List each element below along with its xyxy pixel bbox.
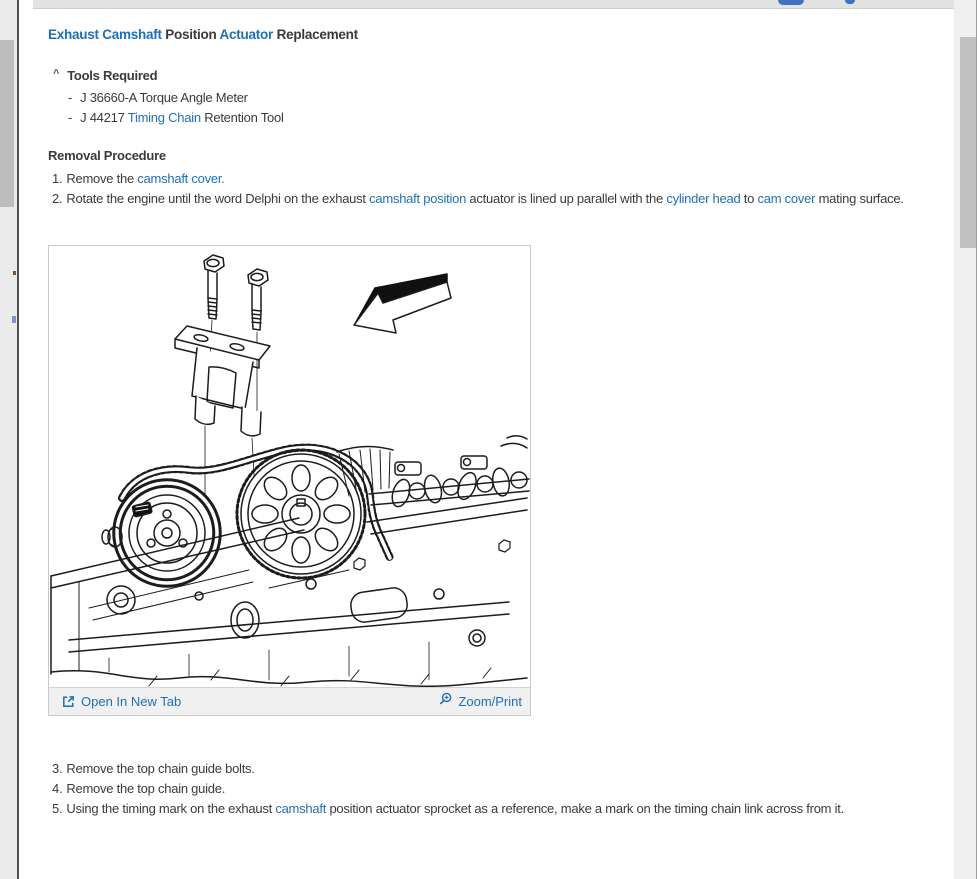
cam-cover-link[interactable]: cam cover [757, 191, 816, 206]
left-panel-scrollbar-thumb[interactable] [0, 40, 14, 207]
scrollbar-thumb[interactable] [960, 37, 976, 248]
procedure-step-5 [48, 799, 947, 819]
tools-required-heading [48, 68, 947, 83]
open-in-new-tab-icon [61, 694, 76, 709]
figure-box [48, 245, 531, 716]
list-item [48, 108, 947, 128]
step-text: Remove the [66, 171, 138, 186]
title-text: Position [161, 27, 220, 42]
step-text: to [740, 191, 758, 206]
title-link-exhaust-camshaft[interactable]: Exhaust Camshaft [48, 27, 162, 42]
zoom-print-button[interactable] [438, 692, 522, 712]
scrollbar[interactable] [954, 0, 977, 879]
step-number: 5. [52, 801, 63, 816]
step-text: Remove the top chain guide bolts. [66, 761, 255, 776]
step-number: 1. [52, 171, 63, 186]
removal-procedure-heading: Removal Procedure [48, 148, 166, 163]
page-title [48, 27, 947, 42]
step-number: 2. [52, 191, 63, 206]
tool-text: J 44217 [80, 110, 128, 125]
bullet-dash: - [68, 110, 73, 125]
title-text: Replacement [273, 27, 358, 42]
step-text: Using the timing mark on the exhaust [66, 801, 276, 816]
zoom-print-label: Zoom/Print [458, 693, 522, 709]
cylinder-head-link[interactable]: cylinder head [666, 191, 741, 206]
tools-required-label: Tools Required [67, 68, 158, 83]
step-text: Rotate the engine until the word Delphi on the exhaust [66, 191, 370, 206]
title-link-actuator[interactable]: Actuator [219, 27, 274, 42]
procedure-step-4 [48, 779, 947, 799]
tools-list [48, 88, 947, 128]
sidebar-peek-artifact [12, 316, 16, 323]
zoom-icon [438, 692, 453, 707]
step-number: 4. [52, 781, 63, 796]
open-in-new-tab-button[interactable] [61, 692, 181, 712]
article-content [19, 10, 954, 879]
procedure-step-2 [48, 189, 947, 209]
procedure-step-1 [48, 169, 947, 189]
camshaft-link[interactable]: camshaft [275, 801, 327, 816]
step-number: 3. [52, 761, 63, 776]
engine-diagram-image [49, 246, 530, 687]
step-text: Remove the top chain guide. [66, 781, 226, 796]
sidebar-peek-artifact [13, 271, 16, 275]
bullet-dash: - [68, 90, 73, 105]
tool-text: J 36660-A Torque Angle Meter [80, 90, 248, 105]
procedure-step-3 [48, 759, 947, 779]
step-text: position actuator sprocket as a reference, make a mark on the timing chain link across from it. [326, 801, 844, 816]
procedure-steps-after [48, 759, 947, 819]
left-panel-scrollbar[interactable] [0, 0, 17, 879]
step-text: mating surface. [815, 191, 904, 206]
engine-line-drawing [49, 246, 530, 687]
open-in-new-tab-label: Open In New Tab [81, 693, 182, 709]
toolbar-small-icon[interactable] [845, 0, 855, 4]
figure-footer [49, 687, 530, 715]
timing-chain-link[interactable]: Timing Chain [127, 110, 201, 125]
list-item [48, 88, 947, 108]
toolbar-circle-icon[interactable] [778, 0, 804, 5]
camshaft-cover-link[interactable]: camshaft cover. [137, 171, 225, 186]
toolbar-partial [33, 0, 954, 9]
step-text: actuator is lined up parallel with the [466, 191, 667, 206]
tool-text: Retention Tool [200, 110, 284, 125]
procedure-steps [48, 169, 947, 209]
camshaft-position-link[interactable]: camshaft position [369, 191, 467, 206]
collapse-caret-icon[interactable]: ^ [53, 68, 60, 80]
